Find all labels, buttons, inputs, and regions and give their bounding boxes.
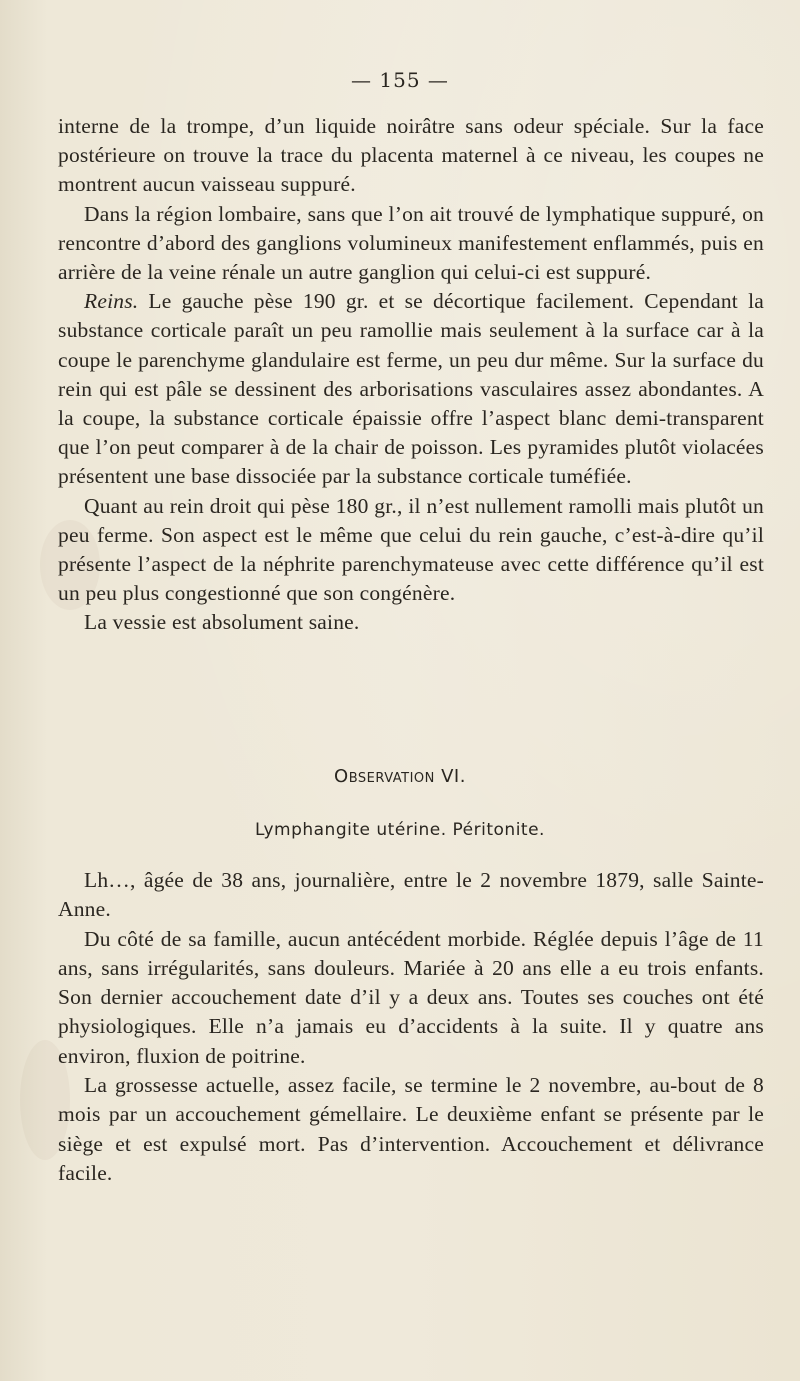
page-number: — 155 —: [351, 68, 449, 92]
body-text-section-2: [58, 866, 764, 1188]
reins-heading: Reins.: [84, 289, 139, 314]
paragraph-rein-droit: Quant au rein droit qui pèse 180 gr., il n’est nullement ramolli mais plutôt un peu ferme. Son aspect est le même que celui du rein gauche, c’est-à-dire qu’il présente l’aspect de la néphrite parenchymateuse avec cette différence qu’il est un peu plus congestionné que son congénère.: [58, 493, 764, 606]
paragraph-reins: [58, 287, 764, 491]
paragraph-lombaire: Dans la région lombaire, sans que l’on ait trouvé de lymphatique suppuré, on rencontre d’abord des ganglions volumineux manifestement enflammés, puis en arrière de la veine rénale un autre ganglion qui celui-ci est suppuré.: [58, 201, 764, 285]
paragraph-vessie: La vessie est absolument saine.: [84, 610, 360, 635]
paragraph-antecedents: Du côté de sa famille, aucun antécédent morbide. Réglée depuis l’âge de 11 ans, sans irrégularités, sans douleurs. Mariée à 20 ans elle a eu trois enfants. Son dernier accouchement date d’il y a deux ans. Toutes ses couches ont été physiologiques. Elle n’a jamais eu d’accidents à la suite. Il y quatre ans environ, fluxion de poitrine.: [58, 926, 764, 1068]
observation-title: Observation VI.: [334, 766, 466, 787]
body-text-section-1: [58, 112, 764, 638]
reins-text: Le gauche pèse 190 gr. et se décortique facilement. Cependant la substance corticale paraît un peu ramollie mais seulement à la surface car à la coupe le parenchyme glandulaire est ferme, un peu dur même. Sur la surface du rein qui est pâle se dessinent des arborisations vasculaires assez abondantes. A la coupe, la substance corticale épaissie offre l’aspect blanc demi-transparent que l’on peut comparer à de la chair de poisson. Les pyramides plutôt violacées présentent une base dissociée par la substance corticale tuméfiée.: [58, 289, 764, 489]
paragraph-patient-intro: Lh…, âgée de 38 ans, journalière, entre le 2 novembre 1879, salle Sainte-Anne.: [58, 868, 764, 922]
paragraph-continuation: interne de la trompe, d’un liquide noirâtre sans odeur spéciale. Sur la face postérieure on trouve la trace du placenta maternel à ce niveau, les coupes ne montrent aucun vaisseau suppuré.: [58, 114, 764, 197]
observation-subtitle: Lymphangite utérine. Péritonite.: [255, 820, 545, 840]
paragraph-grossesse: La grossesse actuelle, assez facile, se termine le 2 novembre, au-bout de 8 mois par un accouchement gémellaire. Le deuxième enfant se présente par le siège et est expulsé mort. Pas d’intervention. Accouchement et délivrance facile.: [58, 1073, 764, 1185]
